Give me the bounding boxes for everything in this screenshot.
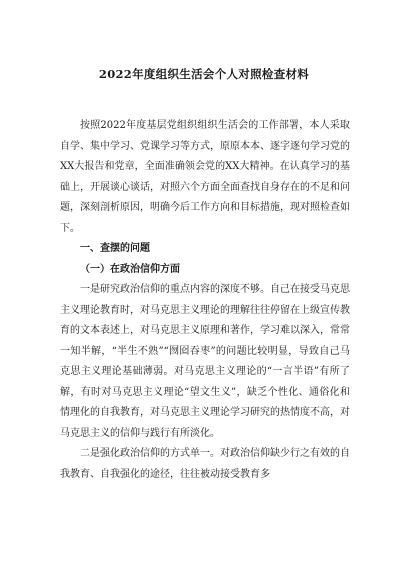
intro-paragraph: 按照2022年度基层党组织组织生活会的工作部署，本人采取自学、集中学习、党课学习等方式，原原本本、逐字逐句学习党的XX大报告和党章，全面准确领会党的XX大精神。在认真学习的基础上，开展谈心谈话，对照六个方面全面查找自身存在的不足和问题，深刻剖析原因，明确今后工作方向和目标措施，现对照检查如下。 — [60, 120, 350, 234]
subsection-heading: （一）在政治信仰方面 — [80, 263, 180, 275]
body-paragraph-2: 二是强化政治信仰的方式单一。对政治信仰缺少行之有效的自我教育、自我强化的途径，往往被动接受教育多 — [60, 448, 350, 480]
document-body — [60, 116, 350, 485]
body-paragraph-1: 一是研究政治信仰的重点内容的深度不够。自己在接受马克思主义理论教育时，对马克思主义理论的理解往往停留在上级宣传教育的文本表述上，对马克思主义原理和著作，学习难以深入，常常一知半解，“半生不熟”“囫囵吞枣”的问题比较明显，导致自己马克思主义理论基础薄弱。对马克思主义理论的“一言半语”有所了解，有时对马克思主义理论“望文生义”，缺乏个性化、通俗化和情理化的自我教育，对马克思主义理论学习研究的热情度不高，对马克思主义的信仰与践行有所淡化。 — [60, 284, 350, 439]
document-title: 2022年度组织生活会个人对照检查材料 — [98, 67, 310, 81]
section-heading: 一、查摆的问题 — [80, 243, 150, 254]
